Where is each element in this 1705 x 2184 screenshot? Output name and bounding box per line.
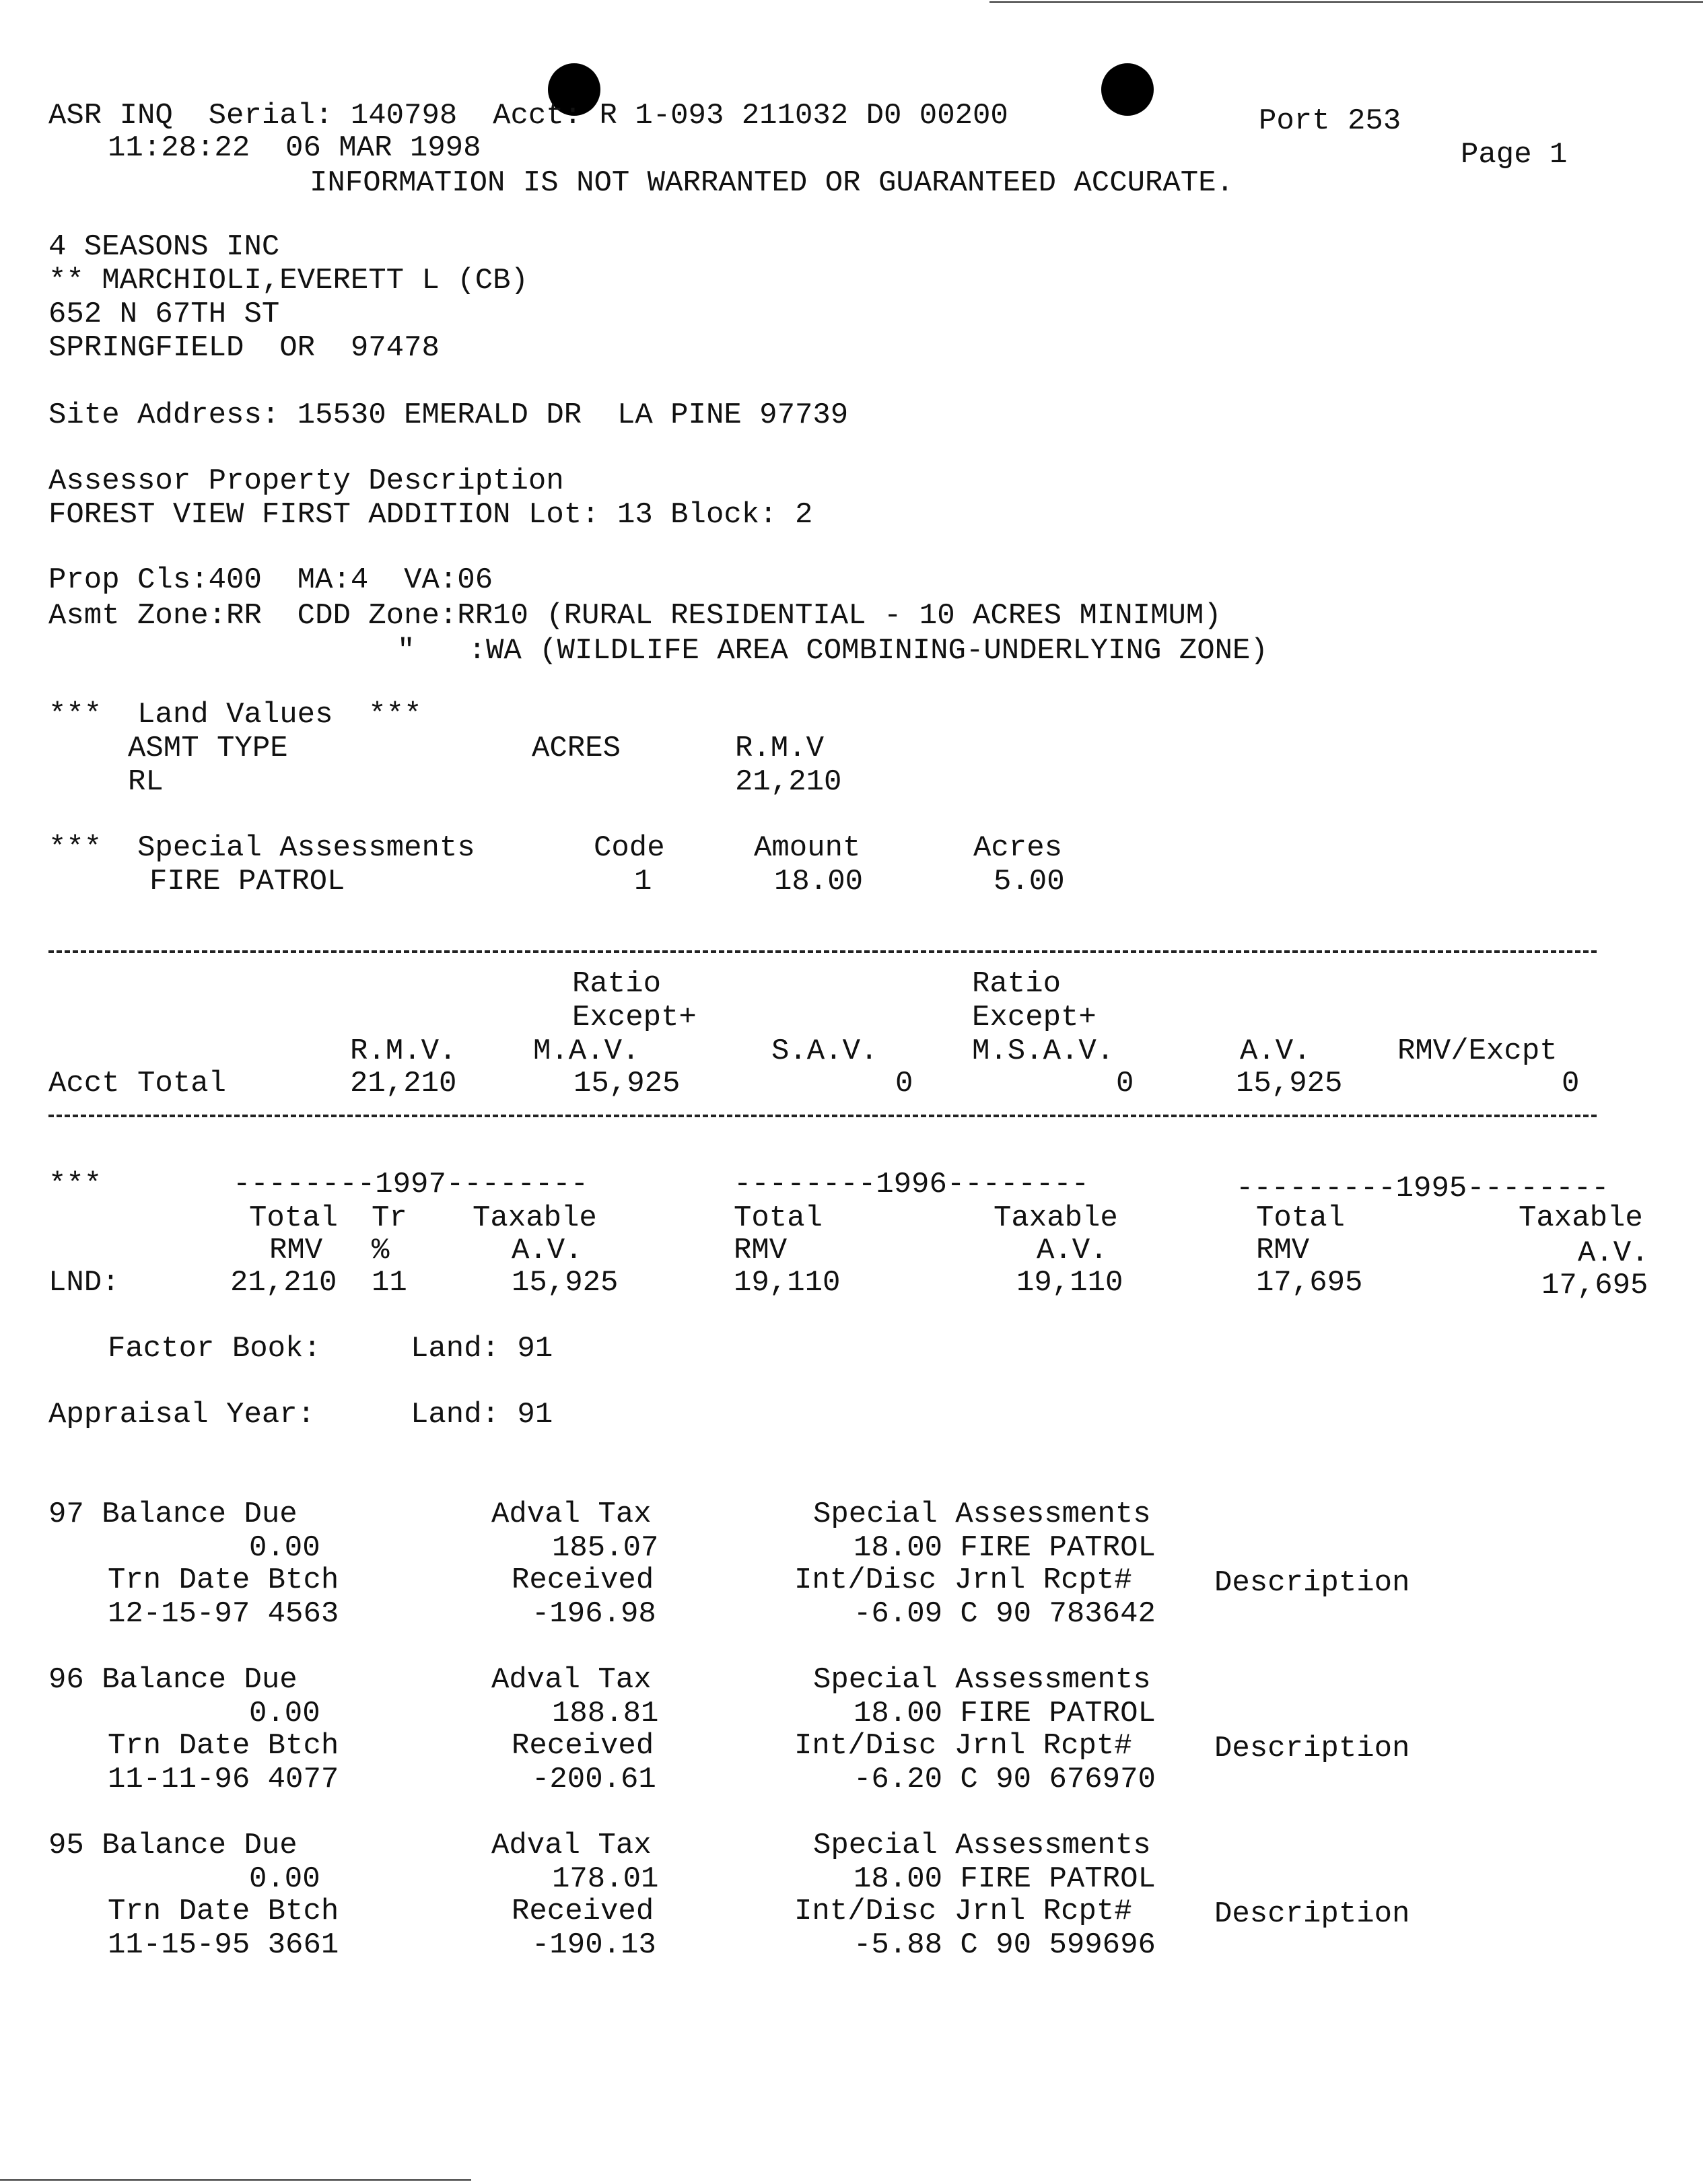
property-description-label: Assessor Property Description — [48, 464, 564, 498]
acct-col-av: A.V. — [1240, 1034, 1311, 1068]
special-assessments-col-code: Code — [594, 831, 665, 865]
balance-96-special: 18.00 FIRE PATROL — [854, 1697, 1156, 1730]
balance-95-adval-label: Adval Tax — [491, 1829, 652, 1862]
history-year-1995: ---------1995-------- — [1236, 1172, 1609, 1205]
history-1997-tr: 11 — [372, 1266, 407, 1300]
property-description: FOREST VIEW FIRST ADDITION Lot: 13 Block: 2 — [48, 498, 813, 532]
balance-95-received-label: Received — [512, 1895, 654, 1928]
balance-97-trn: 12-15-97 4563 — [108, 1597, 339, 1631]
balance-95-due: 0.00 — [249, 1862, 320, 1896]
history-1997-taxable: 15,925 — [512, 1266, 619, 1300]
land-values-col-acres: ACRES — [532, 732, 621, 765]
balance-95-received: -190.13 — [532, 1928, 656, 1962]
balance-95-label: 95 Balance Due — [48, 1829, 298, 1862]
balance-95-trn-label: Trn Date Btch — [108, 1895, 339, 1928]
zone-line-2: " :WA (WILDLIFE AREA COMBINING-UNDERLYING ZONE) — [397, 634, 1268, 668]
factor-book-value: Land: 91 — [411, 1332, 553, 1366]
balance-96-description-label: Description — [1214, 1732, 1410, 1765]
factor-book-label: Factor Book: — [108, 1332, 321, 1366]
land-values-heading: *** Land Values *** — [48, 698, 422, 732]
history-row-label: LND: — [48, 1266, 120, 1300]
balance-97-trn-label: Trn Date Btch — [108, 1563, 339, 1597]
history-stars: *** — [48, 1168, 102, 1201]
acct-col-msav: M.S.A.V. — [972, 1034, 1115, 1068]
history-1997-total: 21,210 — [230, 1266, 337, 1300]
balance-95-description-label: Description — [1214, 1897, 1410, 1931]
balance-95-special-label: Special Assessments — [813, 1829, 1151, 1862]
acct-col-ratio-1: Ratio — [572, 967, 662, 1001]
acct-total-av: 15,925 — [1236, 1067, 1343, 1100]
acct-col-rmv-excpt: RMV/Excpt — [1397, 1034, 1558, 1068]
acct-col-rmv: R.M.V. — [350, 1034, 457, 1068]
special-assessments-row-name: FIRE PATROL — [149, 865, 345, 899]
balance-96-adval-label: Adval Tax — [491, 1663, 652, 1697]
owner-street: 652 N 67TH ST — [48, 297, 280, 331]
balance-97-intdisc-label: Int/Disc Jrnl Rcpt# — [794, 1563, 1132, 1597]
history-col-total-1995: Total — [1256, 1201, 1346, 1235]
balance-97-intdisc: -6.09 C 90 783642 — [854, 1597, 1156, 1631]
acct-total-mav: 15,925 — [573, 1067, 681, 1100]
balance-96-intdisc: -6.20 C 90 676970 — [854, 1763, 1156, 1796]
history-sub-av-1995: A.V. — [1578, 1236, 1649, 1270]
dashed-separator-bottom — [48, 1115, 1597, 1117]
special-assessments-row-acres: 5.00 — [994, 865, 1065, 899]
balance-97-adval-label: Adval Tax — [491, 1498, 652, 1531]
balance-97-special: 18.00 FIRE PATROL — [854, 1531, 1156, 1565]
special-assessments-col-amount: Amount — [754, 831, 861, 865]
timestamp: 11:28:22 06 MAR 1998 — [108, 131, 481, 165]
acct-total-rmv: 21,210 — [350, 1067, 457, 1100]
history-sub-rmv-1995: RMV — [1256, 1234, 1310, 1267]
punch-hole-right — [1101, 63, 1154, 116]
acct-total-msav: 0 — [1116, 1067, 1134, 1100]
acct-total-sav: 0 — [895, 1067, 913, 1100]
dashed-separator-top — [48, 950, 1597, 953]
history-1996-taxable: 19,110 — [1016, 1266, 1123, 1300]
history-1995-taxable: 17,695 — [1541, 1269, 1648, 1302]
acct-col-ratio-2: Ratio — [972, 967, 1062, 1001]
history-col-taxable-1997: Taxable — [473, 1201, 597, 1235]
owner-city-state-zip: SPRINGFIELD OR 97478 — [48, 331, 440, 365]
acct-col-sav: S.A.V. — [771, 1034, 878, 1068]
balance-95-adval: 178.01 — [552, 1862, 659, 1896]
balance-96-trn-label: Trn Date Btch — [108, 1729, 339, 1763]
top-edge-line — [989, 1, 1703, 3]
balance-96-received: -200.61 — [532, 1763, 656, 1796]
acct-total-rmv-excpt: 0 — [1562, 1067, 1580, 1100]
special-assessments-row-amount: 18.00 — [774, 865, 864, 899]
balance-96-special-label: Special Assessments — [813, 1663, 1151, 1697]
balance-95-trn: 11-15-95 3661 — [108, 1928, 339, 1962]
special-assessments-col-acres: Acres — [973, 831, 1063, 865]
property-class: Prop Cls:400 MA:4 VA:06 — [48, 563, 493, 597]
history-col-taxable-1995: Taxable — [1519, 1201, 1643, 1235]
balance-96-due: 0.00 — [249, 1697, 320, 1730]
balance-97-label: 97 Balance Due — [48, 1498, 298, 1531]
balance-95-intdisc-label: Int/Disc Jrnl Rcpt# — [794, 1895, 1132, 1928]
history-col-taxable-1996: Taxable — [994, 1201, 1118, 1235]
balance-96-intdisc-label: Int/Disc Jrnl Rcpt# — [794, 1729, 1132, 1763]
zone-line-1: Asmt Zone:RR CDD Zone:RR10 (RURAL RESIDENTIAL - 10 ACRES MINIMUM) — [48, 599, 1222, 633]
appraisal-year-value: Land: 91 — [411, 1398, 553, 1432]
balance-97-received: -196.98 — [532, 1597, 656, 1631]
balance-97-adval: 185.07 — [552, 1531, 659, 1565]
acct-col-except-1: Except+ — [572, 1001, 697, 1034]
special-assessments-row-code: 1 — [634, 865, 652, 899]
history-sub-rmv-1996: RMV — [734, 1234, 788, 1267]
balance-96-received-label: Received — [512, 1729, 654, 1763]
balance-96-label: 96 Balance Due — [48, 1663, 298, 1697]
history-year-1997: --------1997-------- — [233, 1168, 589, 1201]
appraisal-year-label: Appraisal Year: — [48, 1398, 316, 1432]
history-sub-rmv-1997: RMV — [269, 1234, 323, 1267]
disclaimer: INFORMATION IS NOT WARRANTED OR GUARANTEED ACCURATE. — [310, 166, 1234, 200]
balance-97-description-label: Description — [1214, 1566, 1410, 1600]
acct-total-label: Acct Total — [48, 1067, 227, 1100]
balance-96-trn: 11-11-96 4077 — [108, 1763, 339, 1796]
port-label: Port 253 — [1259, 104, 1401, 138]
owner-contact: ** MARCHIOLI,EVERETT L (CB) — [48, 264, 528, 297]
history-sub-av-1997: A.V. — [512, 1234, 583, 1267]
bottom-edge-line — [0, 2179, 471, 2181]
history-sub-pct: % — [372, 1234, 390, 1267]
balance-96-adval: 188.81 — [552, 1697, 659, 1730]
land-values-col-asmt-type: ASMT TYPE — [128, 732, 288, 765]
site-address: Site Address: 15530 EMERALD DR LA PINE 97739 — [48, 398, 849, 432]
balance-97-due: 0.00 — [249, 1531, 320, 1565]
land-values-row-type: RL — [128, 765, 164, 799]
balance-97-received-label: Received — [512, 1563, 654, 1597]
history-sub-av-1996: A.V. — [1037, 1234, 1108, 1267]
acct-col-mav: M.A.V. — [533, 1034, 640, 1068]
land-values-row-rmv: 21,210 — [735, 765, 842, 799]
history-1996-total: 19,110 — [734, 1266, 841, 1300]
owner-company: 4 SEASONS INC — [48, 230, 280, 264]
history-year-1996: --------1996-------- — [734, 1168, 1090, 1201]
land-values-col-rmv: R.M.V — [735, 732, 825, 765]
history-1995-total: 17,695 — [1256, 1266, 1363, 1300]
special-assessments-heading: *** Special Assessments — [48, 831, 475, 865]
history-col-total-1997: Total — [249, 1201, 339, 1235]
history-col-tr: Tr — [372, 1201, 407, 1235]
balance-95-intdisc: -5.88 C 90 599696 — [854, 1928, 1156, 1962]
balance-97-special-label: Special Assessments — [813, 1498, 1151, 1531]
balance-95-special: 18.00 FIRE PATROL — [854, 1862, 1156, 1896]
acct-col-except-2: Except+ — [972, 1001, 1097, 1034]
page-number: Page 1 — [1461, 138, 1568, 172]
history-col-total-1996: Total — [734, 1201, 823, 1235]
header-line-1: ASR INQ Serial: 140798 Acct: R 1-093 211032 D0 00200 — [48, 99, 1008, 133]
